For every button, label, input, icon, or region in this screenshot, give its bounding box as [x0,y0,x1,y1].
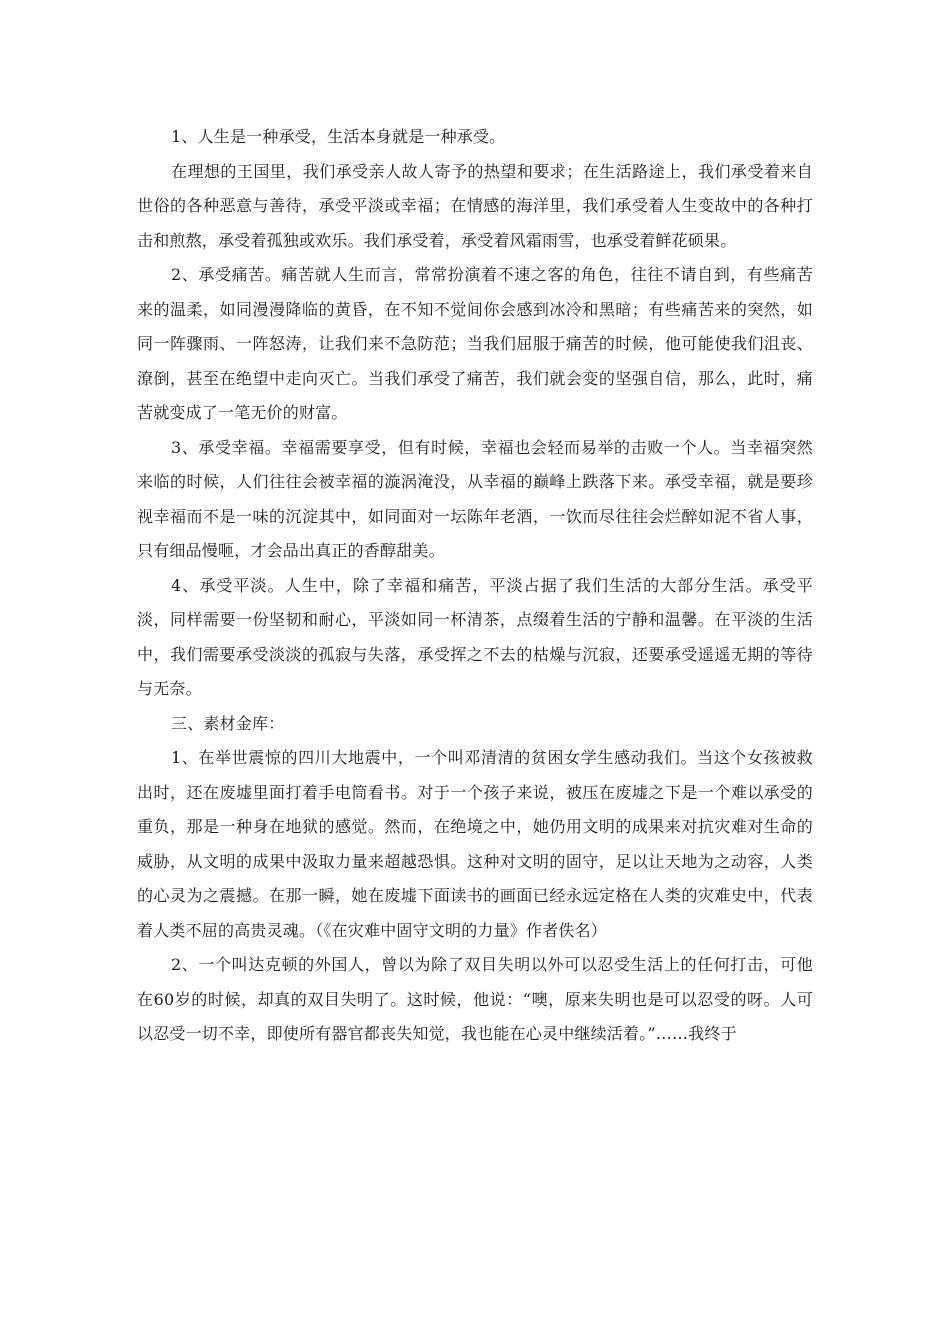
document-body [137,120,813,1052]
paragraph-life-is-bearing: 1、人生是一种承受，生活本身就是一种承受。 [171,127,506,146]
paragraph-material-1: 1、在举世震惊的四川大地震中，一个叫邓清清的贫困女学生感动我们。当这个女孩被救出时，还在废墟里面打着手电筒看书。对于一个孩子来说，被压在废墟之下是一个难以承受的重负，那是一种身在地狱的感觉。然而，在绝境之中，她仍用文明的成果来对抗灾难对生命的威胁，从文明的成果中汲取力量来超越恐惧。这种对文明的固守，足以让天地为之动容，人类的心灵为之震撼。在那一瞬，她在废墟下面读书的画面已经永远定格在人类的灾难史中，代表着人类不屈的高贵灵魂。（《在灾难中固守文明的力量》作者佚名） [137,748,813,940]
paragraph-bearing-pain: 2、承受痛苦。痛苦就人生而言，常常扮演着不速之客的角色，往往不请自到，有些痛苦来的温柔，如同漫漫降临的黄昏，在不知不觉间你会感到冰冷和黑暗；有些痛苦来的突然，如同一阵骤雨、一阵怒涛，让我们来不急防范；当我们屈服于痛苦的时候，他可能使我们沮丧、潦倒，甚至在绝望中走向灭亡。当我们承受了痛苦，我们就会变的坚强自信，那么，此时，痛苦就变成了一笔无价的财富。 [137,265,813,422]
paragraph-bearing-happiness: 3、承受幸福。幸福需要享受，但有时候，幸福也会轻而易举的击败一个人。当幸福突然来临的时候，人们往往会被幸福的漩涡淹没，从幸福的巅峰上跌落下来。承受幸福，就是要珍视幸福而不是一味的沉淀其中，如同面对一坛陈年老酒，一饮而尽往往会烂醉如泥不省人事，只有细品慢咂，才会品出真正的香醇甜美。 [137,437,813,560]
paragraph-bearing-plainness: 4、承受平淡。人生中，除了幸福和痛苦，平淡占据了我们生活的大部分生活。承受平淡，同样需要一份坚韧和耐心，平淡如同一杯清茶，点缀着生活的宁静和温馨。在平淡的生活中，我们需要承受淡淡的孤寂与失落，承受挥之不去的枯燥与沉寂，还要承受遥遥无期的等待与无奈。 [137,575,813,698]
section-heading-material-library: 三、素材金库： [171,713,285,733]
paragraph-material-2: 2、一个叫达克顿的外国人，曾以为除了双目失明以外可以忍受生活上的任何打击，可他在60岁的时候，却真的双目失明了。这时候，他说：“噢，原来失明也是可以忍受的呀。人可以忍受一切不幸，即使所有器官都丧失知觉，我也能在心灵中继续活着。”……我终于 [137,955,813,1043]
paragraph-kingdom-of-ideals: 在理想的王国里，我们承受亲人故人寄予的热望和要求；在生活路途上，我们承受着来自世俗的各种恶意与善待，承受平淡或幸福；在情感的海洋里，我们承受着人生变故中的各种打击和煎熬，承受着孤独或欢乐。我们承受着，承受着风霜雨雪，也承受着鲜花硕果。 [137,161,813,250]
